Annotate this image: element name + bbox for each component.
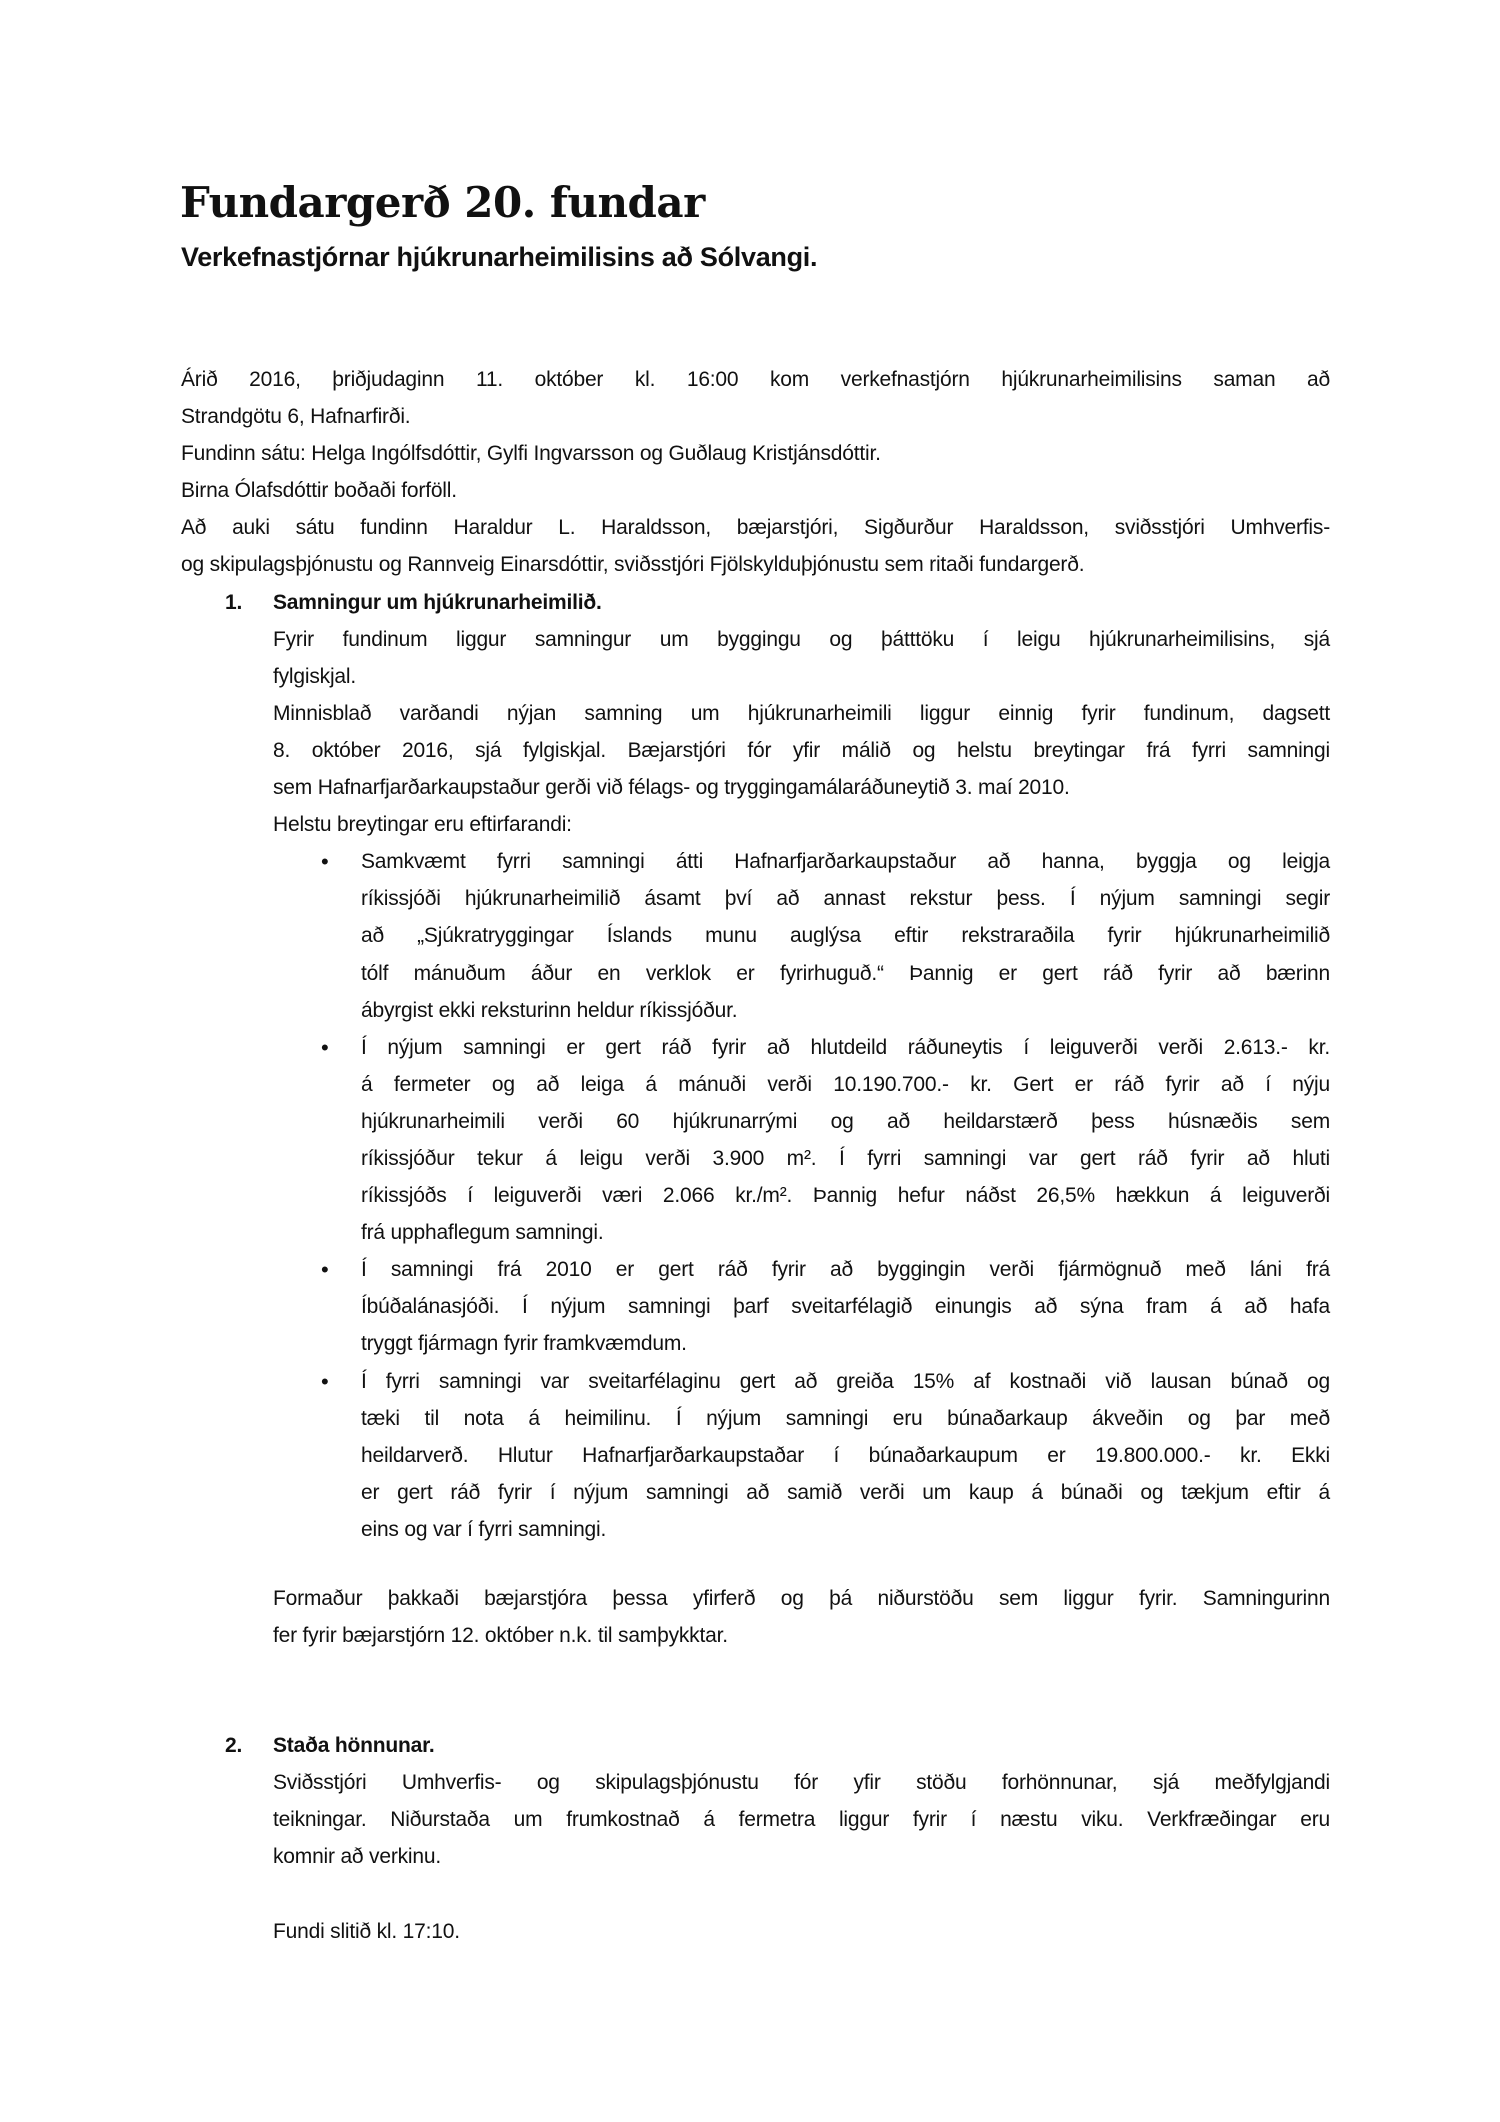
item-number: 2. (225, 1734, 243, 1758)
item-title: Samningur um hjúkrunarheimilið. (273, 590, 602, 614)
text-line: á fermeter og að leiga á mánuði verði 10.190.700.- kr. Gert er ráð fyrir að í nýju (361, 1072, 1330, 1096)
document-title: Fundargerð 20. fundar (180, 178, 705, 227)
text-line: komnir að verkinu. (273, 1845, 441, 1869)
item-paragraph (181, 1764, 1330, 1875)
item-paragraph (181, 621, 1330, 695)
text-line: teikningar. Niðurstaða um frumkostnað á fermetra liggur fyrir í næstu viku. Verkfræðingar eru (273, 1808, 1330, 1832)
text-line: sem Hafnarfjarðarkaupstaður gerði við félags- og tryggingamálaráðuneytið 3. maí 2010. (273, 776, 1070, 800)
text-line: Að auki sátu fundinn Haraldur L. Haraldsson, bæjarstjóri, Sigðurður Haraldsson, sviðsstjóri Umhverfis- (181, 516, 1330, 540)
text-line: ríkissjóði hjúkrunarheimilið ásamt því að annast rekstur þess. Í nýjum samningi segir (361, 887, 1330, 911)
text-line: Minnisblað varðandi nýjan samning um hjúkrunarheimili liggur einnig fyrir fundinum, dagsett (273, 701, 1330, 725)
intro-paragraph (181, 361, 1330, 435)
text-line: 8. október 2016, sjá fylgiskjal. Bæjarstjóri fór yfir málið og helstu breytingar frá fyrri samningi (273, 738, 1330, 762)
bullet-item (181, 1251, 1330, 1362)
closing-paragraph (181, 1580, 1330, 1654)
item-paragraph (181, 806, 1330, 843)
bullet-dot-icon: • (321, 1257, 329, 1283)
text-line: ábyrgist ekki reksturinn heldur ríkissjóður. (361, 998, 738, 1022)
document-body (181, 361, 1330, 1950)
agenda-item-heading (181, 1727, 1330, 1764)
text-line: Í fyrri samningi var sveitarfélaginu gert að greiða 15% af kostnaði við lausan búnað og (361, 1369, 1330, 1393)
item-title: Staða hönnunar. (273, 1734, 435, 1758)
text-line: frá upphaflegum samningi. (361, 1221, 604, 1245)
agenda-item-heading (181, 584, 1330, 621)
text-line: Helstu breytingar eru eftirfarandi: (273, 813, 572, 837)
bullet-item (181, 1029, 1330, 1252)
text-line: tæki til nota á heimilinu. Í nýjum samningi eru búnaðarkaup ákveðin og þar með (361, 1406, 1330, 1430)
text-line: Samkvæmt fyrri samningi átti Hafnarfjarðarkaupstaður að hanna, byggja og leigja (361, 850, 1330, 874)
text-line: Fyrir fundinum liggur samningur um byggingu og þátttöku í leigu hjúkrunarheimilisins, sjá (273, 627, 1330, 651)
item-number: 1. (225, 590, 243, 614)
text-line: Formaður þakkaði bæjarstjóra þessa yfirferð og þá niðurstöðu sem liggur fyrir. Samningurinn (273, 1587, 1330, 1610)
text-line: hjúkrunarheimili verði 60 hjúkrunarrými og að heildarstærð þess húsnæðis sem (361, 1109, 1330, 1133)
text-line: heildarverð. Hlutur Hafnarfjarðarkaupstaðar í búnaðarkaupum er 19.800.000.- kr. Ekki (361, 1443, 1330, 1467)
text-line: Íbúðalánasjóði. Í nýjum samningi þarf sveitarfélagið einungis að sýna fram á að hafa (361, 1295, 1330, 1319)
text-line: ríkissjóður tekur á leigu verði 3.900 m². Í fyrri samningi var gert ráð fyrir að hluti (361, 1146, 1330, 1170)
text-line: tólf mánuðum áður en verklok er fyrirhuguð.“ Þannig er gert ráð fyrir að bærinn (361, 961, 1330, 985)
text-line: Í samningi frá 2010 er gert ráð fyrir að byggingin verði fjármögnuð með láni frá (361, 1258, 1330, 1282)
text-line: er gert ráð fyrir í nýjum samningi að samið verði um kaup á búnaði og tækjum eftir á (361, 1480, 1330, 1504)
bullet-dot-icon: • (321, 1034, 329, 1060)
text-line: Fundinn sátu: Helga Ingólfsdóttir, Gylfi Ingvarsson og Guðlaug Kristjánsdóttir. (181, 442, 881, 466)
text-line: og skipulagsþjónustu og Rannveig Einarsdóttir, sviðsstjóri Fjölskylduþjónustu sem ritaði fundargerð. (181, 553, 1085, 577)
text-line: Í nýjum samningi er gert ráð fyrir að hlutdeild ráðuneytis í leiguverði verði 2.613.- kr. (361, 1035, 1330, 1059)
text-line: Fundi slitið kl. 17:10. (273, 1919, 460, 1943)
text-line: að „Sjúkratryggingar Íslands munu auglýsa eftir rekstraraðila fyrir hjúkrunarheimilið (361, 924, 1330, 948)
bullet-dot-icon: • (321, 1368, 329, 1394)
text-line: Birna Ólafsdóttir boðaði forföll. (181, 479, 457, 503)
text-line: Sviðsstjóri Umhverfis- og skipulagsþjónustu fór yfir stöðu forhönnunar, sjá meðfylgjandi (273, 1771, 1330, 1795)
text-line: tryggt fjármagn fyrir framkvæmdum. (361, 1332, 687, 1356)
text-line: Strandgötu 6, Hafnarfirði. (181, 405, 411, 429)
text-line: ríkissjóðs í leiguverði væri 2.066 kr./m². Þannig hefur náðst 26,5% hækkun á leiguverði (361, 1184, 1330, 1208)
bullet-item (181, 1363, 1330, 1548)
document-subtitle: Verkefnastjórnar hjúkrunarheimilisins að Sólvangi. (181, 242, 818, 272)
text-line: eins og var í fyrri samningi. (361, 1517, 607, 1541)
intro-paragraph (181, 509, 1330, 583)
intro-paragraph (181, 435, 1330, 472)
meeting-closed-note (181, 1913, 1330, 1950)
text-line: fer fyrir bæjarstjórn 12. október n.k. til samþykktar. (273, 1624, 728, 1648)
bullet-item (181, 843, 1330, 1028)
item-paragraph (181, 695, 1330, 806)
bullet-dot-icon: • (321, 849, 329, 875)
intro-paragraph (181, 472, 1330, 509)
text-line: Árið 2016, þriðjudaginn 11. október kl. 16:00 kom verkefnastjórn hjúkrunarheimilisins saman að (181, 368, 1330, 391)
text-line: fylgiskjal. (273, 664, 356, 688)
